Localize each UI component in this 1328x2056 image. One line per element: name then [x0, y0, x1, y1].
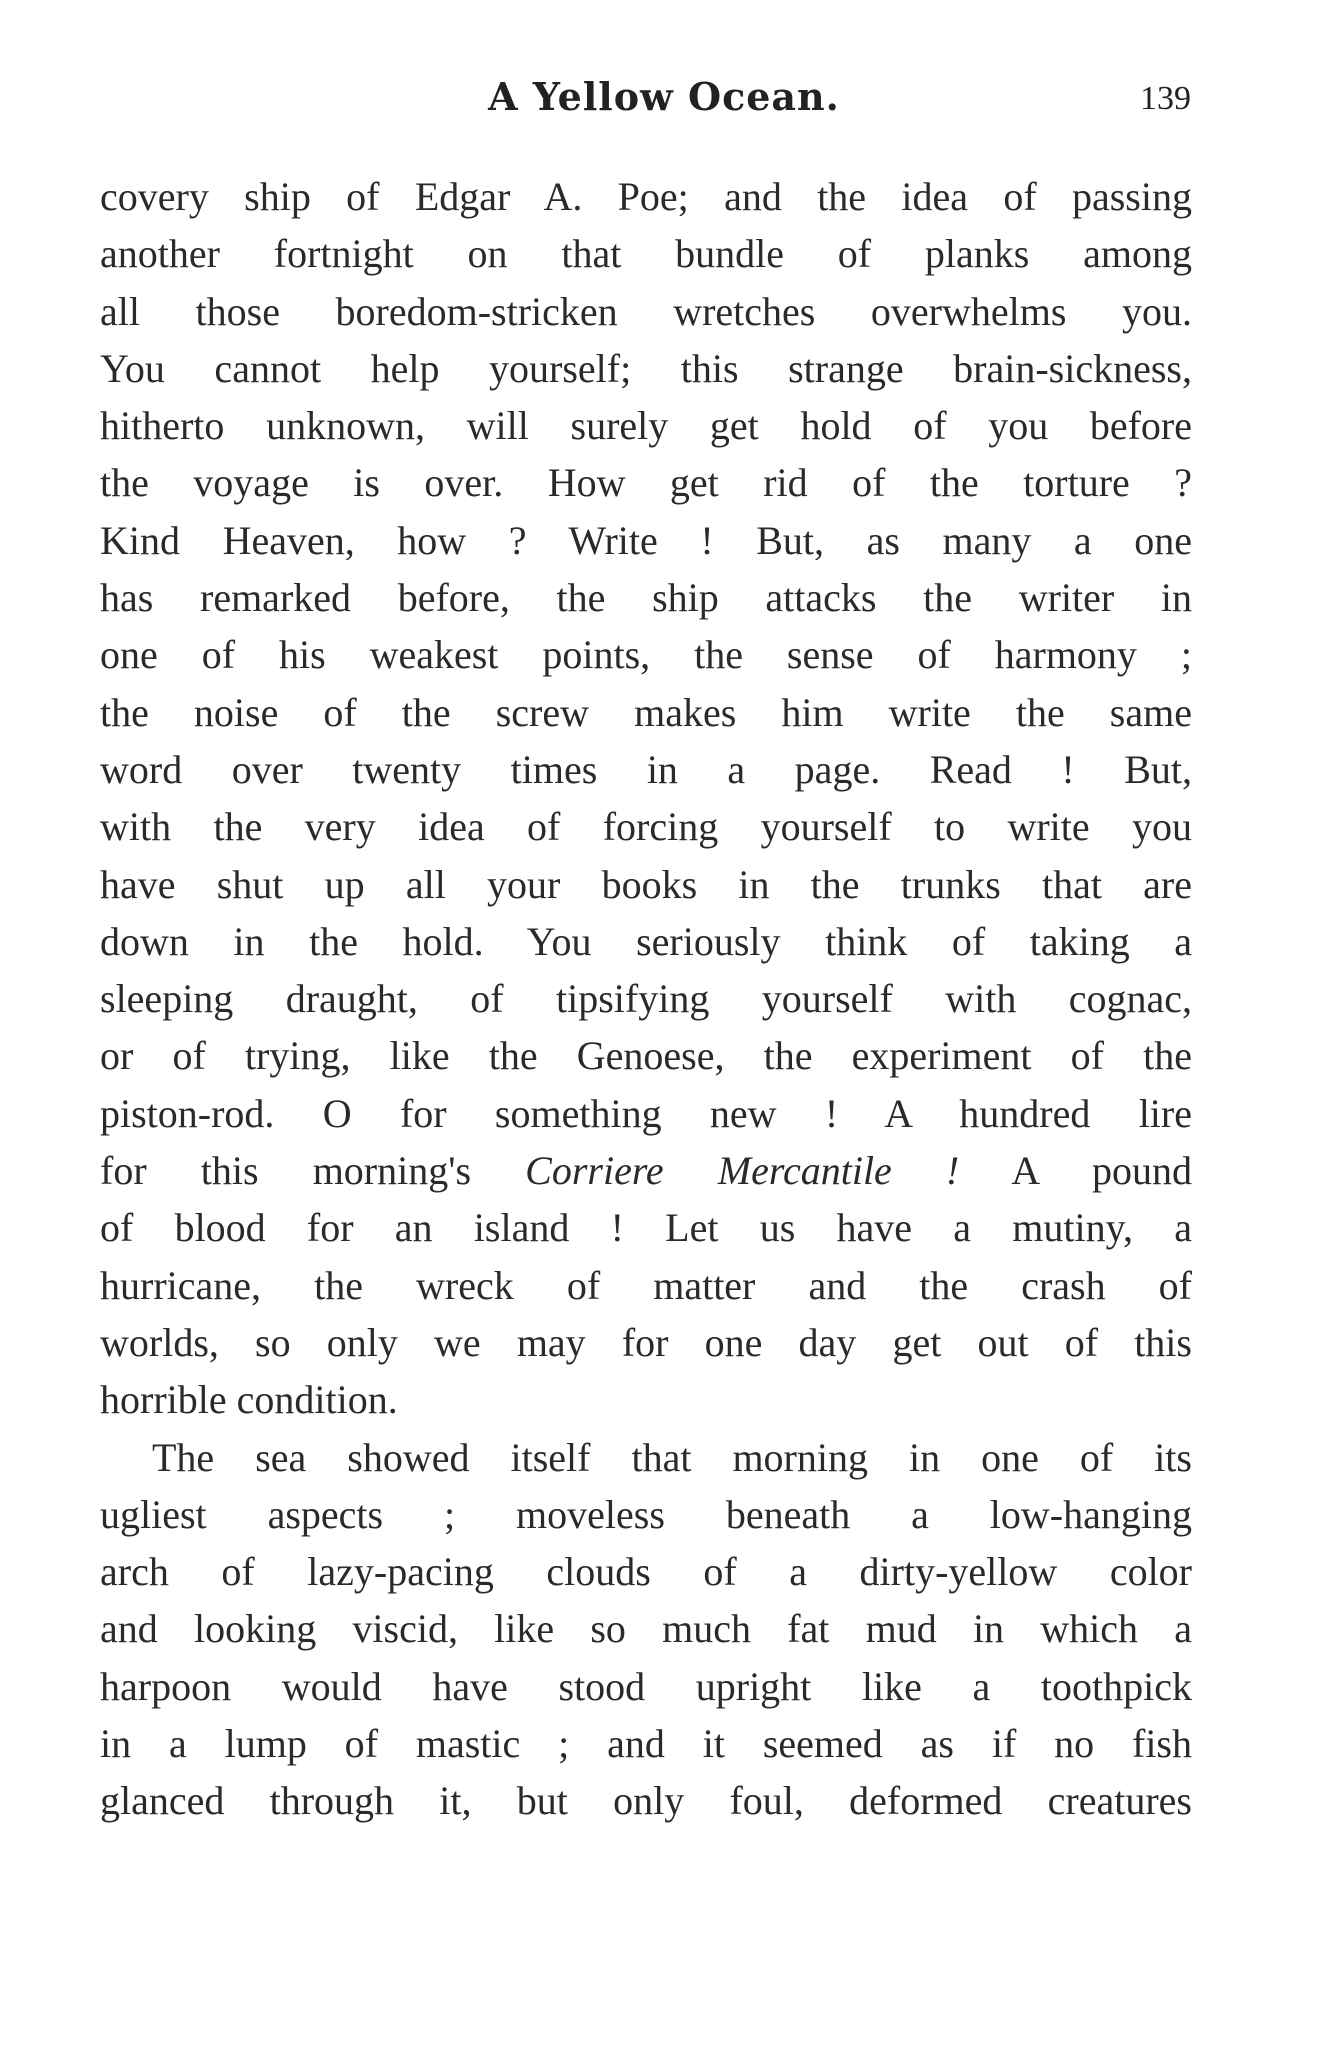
line-text-before: for this morning's: [100, 1148, 526, 1194]
text-line: sleeping draught, of tipsifying yourself with cognac,: [100, 976, 1192, 1022]
body-text: [100, 168, 1192, 1830]
text-line: have shut up all your books in the trunks that are: [100, 861, 1192, 907]
text-line: Kind Heaven, how ? Write ! But, as many a one: [100, 517, 1192, 563]
text-line: has remarked before, the ship attacks the writer in: [100, 575, 1192, 621]
text-line: arch of lazy-pacing clouds of a dirty-yellow color: [100, 1549, 1192, 1595]
text-line: the voyage is over. How get rid of the torture ?: [100, 460, 1192, 506]
page-number: 139: [1140, 80, 1191, 117]
running-head: [0, 66, 1328, 126]
text-line: The sea showed itself that morning in one of its: [152, 1434, 1192, 1480]
text-line: down in the hold. You seriously think of taking a: [100, 918, 1192, 964]
line-text-after: A pound: [959, 1148, 1192, 1194]
running-head-title: A Yellow Ocean.: [488, 74, 840, 119]
text-line: in a lump of mastic ; and it seemed as if no fish: [100, 1721, 1192, 1767]
text-line: You cannot help yourself; this strange brain-sickness,: [100, 345, 1192, 391]
text-line-with-italic: [100, 1142, 1192, 1199]
text-line: of blood for an island ! Let us have a mutiny, a: [100, 1205, 1192, 1251]
text-line: hitherto unknown, will surely get hold of you before: [100, 403, 1192, 449]
text-line: glanced through it, but only foul, deformed creatures: [100, 1778, 1192, 1824]
text-line: worlds, so only we may for one day get out of this: [100, 1319, 1192, 1365]
text-line: horrible condition.: [100, 1377, 398, 1423]
text-line: and looking viscid, like so much fat mud in which a: [100, 1606, 1192, 1652]
text-line: another fortnight on that bundle of planks among: [100, 231, 1192, 277]
text-line: with the very idea of forcing yourself to write you: [100, 804, 1192, 850]
newspaper-title-italic: Corriere Mercantile !: [525, 1148, 960, 1194]
text-line: one of his weakest points, the sense of harmony ;: [100, 632, 1192, 678]
text-line: word over twenty times in a page. Read ! But,: [100, 746, 1192, 792]
text-line: the noise of the screw makes him write the same: [100, 689, 1192, 735]
text-line: covery ship of Edgar A. Poe; and the idea of passing: [100, 174, 1192, 219]
text-line: piston-rod. O for something new ! A hundred lire: [100, 1090, 1192, 1136]
text-line: all those boredom-stricken wretches overwhelms you.: [100, 288, 1192, 334]
text-line: or of trying, like the Genoese, the experiment of the: [100, 1033, 1192, 1079]
text-line: ugliest aspects ; moveless beneath a low-hanging: [100, 1491, 1192, 1537]
text-line: hurricane, the wreck of matter and the crash of: [100, 1262, 1192, 1308]
text-line: harpoon would have stood upright like a toothpick: [100, 1663, 1192, 1709]
